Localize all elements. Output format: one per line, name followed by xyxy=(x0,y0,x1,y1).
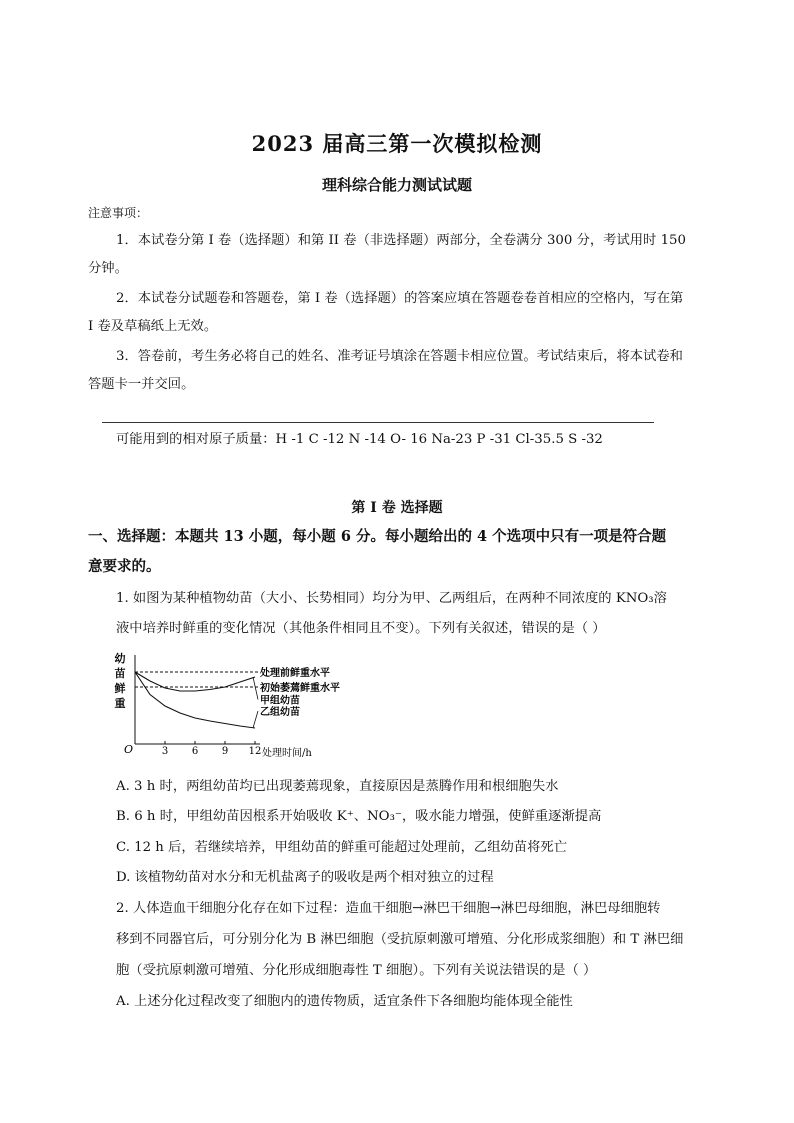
y-label-char: 幼 xyxy=(114,652,126,665)
reference-line-label: 处理前鲜重水平 xyxy=(260,668,330,679)
q1-stem: 1. 如图为某种植物幼苗（大小、长势相同）均分为甲、乙两组后，在两种不同浓度的 KNO₃溶 xyxy=(116,591,667,606)
series-line xyxy=(135,672,255,691)
q1-option-c: C. 12 h 后，若继续培养，甲组幼苗的鲜重可能超过处理前，乙组幼苗将死亡 xyxy=(116,840,567,855)
divider xyxy=(102,422,654,423)
notice-item-2-cont: I 卷及草稿纸上无效。 xyxy=(88,319,218,334)
series-curves xyxy=(135,672,255,728)
y-label-char: 苗 xyxy=(114,667,126,680)
x-axis-label: 处理时间/h xyxy=(262,748,312,759)
x-tick-label: 9 xyxy=(221,746,229,757)
x-ticks xyxy=(162,741,262,757)
notice-item-2: 2．本试卷分试题卷和答题卷，第 I 卷（选择题）的答案应填在答题卷卷首相应的空格内，写在第 xyxy=(116,291,684,306)
section-title: 第 I 卷 选择题 xyxy=(351,500,443,516)
q1-stem-cont: 液中培养时鲜重的变化情况（其他条件相同且不变）。下列有关叙述，错误的是（ ） xyxy=(116,621,606,636)
q2-stem-cont: 移到不同器官后，可分别分化为 B 淋巴细胞（受抗原刺激可增殖、分化形成浆细胞）和 T 淋巴细 xyxy=(116,932,684,947)
section-desc: 一、选择题：本题共 13 小题，每小题 6 分。每小题给出的 4 个选项中只有一项是符合题 xyxy=(88,528,667,545)
leader-line xyxy=(253,711,258,728)
series-line xyxy=(135,672,255,728)
notice-item-1: 1．本试卷分第 I 卷（选择题）和第 II 卷（非选择题）两部分，全卷满分 300 分，考试用时 150 xyxy=(116,233,686,248)
leader-line xyxy=(253,677,258,700)
notice-item-1-cont: 分钟。 xyxy=(88,261,128,276)
notice-item-3: 3．答卷前，考生务必将自己的姓名、准考证号填涂在答题卡相应位置。考试结束后，将本试卷和 xyxy=(116,349,683,364)
q1-option-a: A. 3 h 时，两组幼苗均已出现萎蔫现象，直接原因是蒸腾作用和根细胞失水 xyxy=(116,779,559,794)
notice-item-3-cont: 答题卡一并交回。 xyxy=(88,377,195,392)
reference-lines xyxy=(135,672,258,687)
x-tick-label: 3 xyxy=(161,746,169,757)
y-axis-label xyxy=(115,651,126,710)
fresh-weight-chart xyxy=(110,650,370,760)
q2-stem-cont-2: 胞（受抗原刺激可增殖、分化形成细胞毒性 T 细胞）。下列有关说法错误的是（ ） xyxy=(116,963,597,978)
page-subtitle: 理科综合能力测试试题 xyxy=(321,176,472,194)
q1-option-d: D. 该植物幼苗对水分和无机盐离子的吸收是两个相对独立的过程 xyxy=(116,870,494,885)
curve-labels xyxy=(253,666,340,728)
page-title: 2023 届高三第一次模拟检测 xyxy=(251,131,543,156)
q2-option-a: A. 上述分化过程改变了细胞内的遗传物质，适宜条件下各细胞均能体现全能性 xyxy=(116,994,573,1009)
q2-stem: 2. 人体造血干细胞分化存在如下过程：造血干细胞→淋巴干细胞→淋巴母细胞，淋巴母细胞转 xyxy=(116,901,661,916)
y-label-char: 鲜 xyxy=(114,682,126,695)
series-label: 甲组幼苗 xyxy=(260,695,300,707)
notice-heading: 注意事项： xyxy=(88,206,149,220)
atomic-masses: 可能用到的相对原子质量：H -1 C -12 N -14 O- 16 Na-23 P -31 Cl-35.5 S -32 xyxy=(116,432,603,447)
origin-label: O xyxy=(124,743,134,756)
y-label-char: 重 xyxy=(114,697,126,710)
reference-line-label: 初始萎蔫鲜重水平 xyxy=(260,683,340,694)
x-tick-label: 6 xyxy=(191,746,199,757)
x-tick-label: 12 xyxy=(248,746,262,757)
section-desc-cont: 意要求的。 xyxy=(88,558,161,575)
q1-option-b: B. 6 h 时，甲组幼苗因根系开始吸收 K⁺、NO₃⁻，吸水能力增强，使鲜重逐渐提高 xyxy=(116,809,602,824)
series-label: 乙组幼苗 xyxy=(260,707,300,718)
